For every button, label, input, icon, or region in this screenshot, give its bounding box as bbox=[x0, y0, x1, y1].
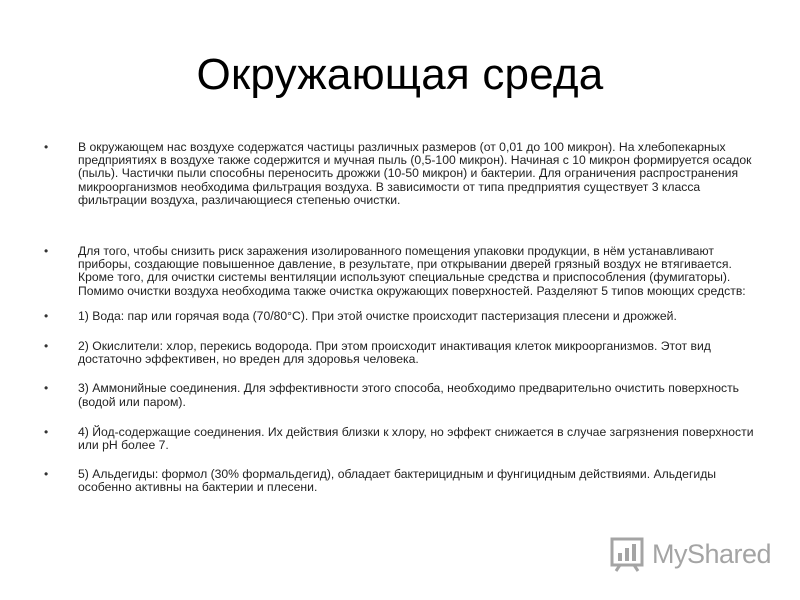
bullet-text: В окружающем нас воздухе содержатся частицы различных размеров (от 0,01 до 100 микрон). На хлебопекарных предприятиях в воздухе также содержится и мучная пыль (0,5-100 микрон). Начиная с 10 микрон формируется осадок (пыль). Частички пыли способны переносить дрожжи (10-50 микрон) и бактерии. Для ограничения распространения микроорганизмов необходима фильтрация воздуха. В зависимости от типа предприятия существует 3 класса фильтрации воздуха, различающиеся степенью очистки. bbox=[78, 140, 752, 207]
bullet-text: 5) Альдегиды: формол (30% формальдегид), обладает бактерицидным и фунгицидным действиями. Альдегиды особенно активны на бактерии и плесени. bbox=[78, 467, 717, 495]
myshared-logo-icon bbox=[608, 535, 646, 573]
bullet-text: 4) Йод-содержащие соединения. Их действия близки к хлору, но эффект снижается в случае загрязнения поверхности или рН более 7. bbox=[78, 424, 754, 453]
bullet-marker: • bbox=[44, 244, 49, 259]
list-item bbox=[44, 426, 754, 452]
myshared-watermark bbox=[608, 534, 778, 574]
bullet-marker: • bbox=[44, 381, 49, 396]
watermark-text: MyShared bbox=[652, 538, 772, 569]
list-item bbox=[44, 468, 754, 494]
bullet-text: Для того, чтобы снизить риск заражения изолированного помещения упаковки продукции, в нём устанавливают приборы, создающие повышенное давление, в результате, при открывании дверей грязный воздух не втягивается. Кроме того, для очистки системы вентиляции используют специальные средства и приспособления (фумигаторы). Помимо очистки воздуха необходима также очистка окружающих поверхностей. Разделяют 5 типов моющих средств: bbox=[78, 244, 746, 298]
bullet-text: 3) Аммонийные соединения. Для эффективности этого способа, необходимо предварительно очистить поверхность (водой или паром). bbox=[78, 381, 740, 409]
bullet-marker: • bbox=[44, 140, 49, 154]
bullet-text: 2) Окислители: хлор, перекись водорода. При этом происходит инактивация клеток микроорганизмов. Этот вид достаточно эффективен, но вреден для здоровья человека. bbox=[78, 339, 711, 367]
slide-title: Окружающая среда bbox=[196, 50, 604, 99]
bullet-text: 1) Вода: пар или горячая вода (70/80°С). При этой очистке происходит пастеризация плесени и дрожжей. bbox=[78, 308, 677, 323]
list-item bbox=[44, 340, 754, 366]
list-item bbox=[44, 382, 754, 408]
list-item bbox=[44, 245, 754, 298]
bullet-marker: • bbox=[44, 424, 49, 439]
bullet-marker: • bbox=[44, 308, 49, 323]
bullet-marker: • bbox=[44, 339, 49, 354]
list-item bbox=[44, 310, 754, 323]
list-item bbox=[44, 141, 754, 207]
bullet-list bbox=[44, 141, 754, 495]
bullet-marker: • bbox=[44, 467, 49, 482]
